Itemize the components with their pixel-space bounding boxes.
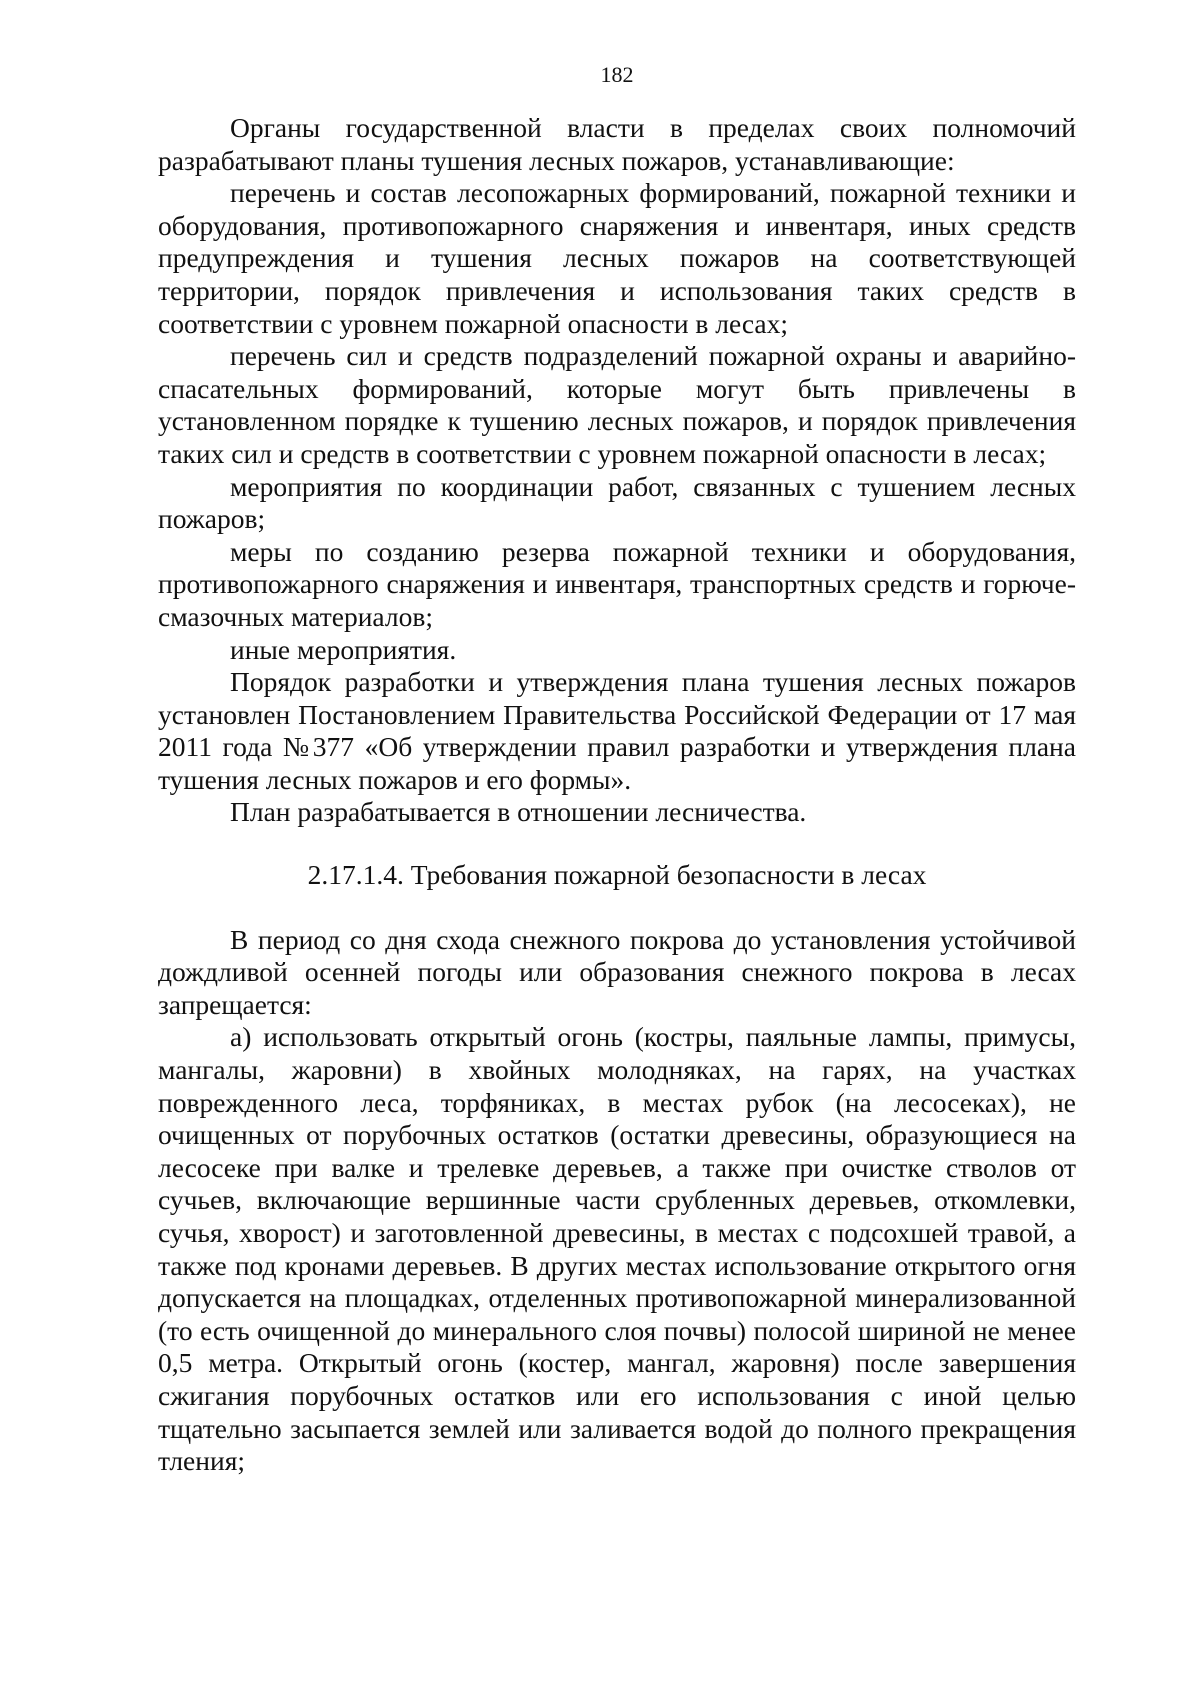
paragraph: перечень и состав лесопожарных формирований, пожарной техники и оборудования, противопожарного снаряжения и инвентаря, иных средств предупреждения и тушения лесных пожаров на соответствующей территории, порядок привлечения и использования таких средств в соответствии с уровнем пожарной опасности в лесах; — [158, 177, 1076, 339]
paragraph: В период со дня схода снежного покрова до установления устойчивой дождливой осенней погоды или образования снежного покрова в лесах запрещается: — [158, 923, 1076, 1020]
page-number: 182 — [600, 62, 634, 87]
paragraph: а) использовать открытый огонь (костры, паяльные лампы, примусы, мангалы, жаровни) в хвойных молодняках, на гарях, на участках поврежденного леса, торфяниках, в местах рубок (на лесосеках), не очищенных от порубочных остатков (остатки древесины, образующиеся на лесосеке при валке и трелевке деревьев, а также при очистке стволов от сучьев, включающие вершинные части срубленных деревьев, откомлевки, сучья, хворост) и заготовленной древесины, в местах с подсохшей травой, а также под кронами деревьев. В других местах использование открытого огня допускается на площадках, отделенных противопожарной минерализованной (то есть очищенной до минерального слоя почвы) полосой шириной не менее 0,5 метра. Открытый огонь (костер, мангал, жаровня) после завершения сжигания порубочных остатков или его использования с иной целью тщательно засыпается землей или заливается водой до полного прекращения тления; — [158, 1021, 1076, 1477]
paragraph: мероприятия по координации работ, связанных с тушением лесных пожаров; — [158, 470, 1076, 535]
paragraph: иные мероприятия. — [230, 633, 457, 665]
paragraph: меры по созданию резерва пожарной техники и оборудования, противопожарного снаряжения и инвентаря, транспортных средств и горюче-смазочных материалов; — [158, 535, 1076, 632]
section-heading: 2.17.1.4. Требования пожарной безопасности в лесах — [307, 859, 927, 891]
paragraph: План разрабатывается в отношении лесничества. — [230, 796, 807, 828]
paragraph: Органы государственной власти в пределах своих полномочий разрабатывают планы тушения лесных пожаров, устанавливающие: — [158, 112, 1076, 176]
paragraph: Порядок разработки и утверждения плана тушения лесных пожаров установлен Постановлением Правительства Российской Федерации от 17 мая 2011 года №377 «Об утверждении правил разработки и утверждения плана тушения лесных пожаров и его формы». — [158, 666, 1076, 795]
document-page — [158, 60, 1076, 1478]
paragraph: перечень сил и средств подразделений пожарной охраны и аварийно-спасательных формирований, которые могут быть привлечены в установленном порядке к тушению лесных пожаров, и порядок привлечения таких сил и средств в соответствии с уровнем пожарной опасности в лесах; — [158, 340, 1076, 469]
